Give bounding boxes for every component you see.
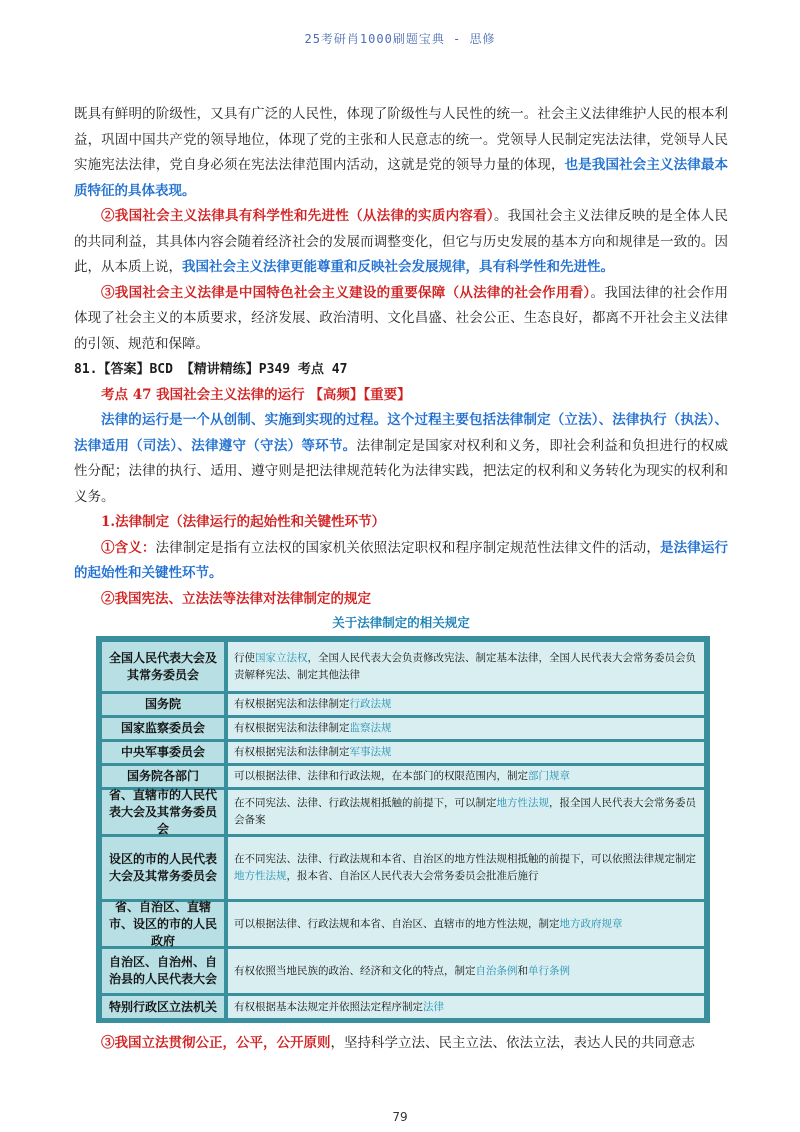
page-content xyxy=(74,102,728,1057)
paragraph-5: ①含义：法律制定是指有立法权的国家机关依照法定职权和程序制定规范性法律文件的活动，是法律运行的起始性和关键性环节。 xyxy=(74,539,729,581)
table-cell: 有权根据宪法和法律制定军事法规 xyxy=(228,742,704,763)
paragraph-3: ③我国社会主义法律是中国特色社会主义建设的重要保障（从法律的社会作用看）。我国法律的社会作用体现了社会主义的本质要求，经济发展、政治清明、文化昌盛、社会公正、生态良好，都离不开社会主义法律的引领、规范和保障。 xyxy=(74,284,729,352)
page-number: 79 xyxy=(392,1110,408,1124)
table-row-header: 特别行政区立法机关 xyxy=(102,996,224,1018)
table-row xyxy=(102,766,704,787)
table-row-header: 省、直辖市的人民代表大会及其常务委员会 xyxy=(102,790,224,834)
table-row-header: 省、自治区、直辖市、设区的市的人民政府 xyxy=(102,902,224,946)
table-row-header: 设区的市的人民代表大会及其常务委员会 xyxy=(102,837,224,899)
table-row-header: 国家监察委员会 xyxy=(102,718,224,739)
table-cell: 有权根据宪法和法律制定监察法规 xyxy=(228,718,704,739)
table-cell: 可以根据法律、法律和行政法规，在本部门的权限范围内，制定部门规章 xyxy=(228,766,704,787)
table-row xyxy=(102,837,704,899)
table-row xyxy=(102,694,704,715)
table-row xyxy=(102,642,704,691)
table-row xyxy=(102,899,704,948)
answer-line: 81.【答案】BCD 【精讲精练】P349 考点 47 xyxy=(74,362,348,377)
paragraph-2: ②我国社会主义法律具有科学性和先进性（从法律的实质内容看）。我国社会主义法律反映的是全体人民的共同利益，其具体内容会随着经济社会的发展而调整变化，但它与历史发展的基本方向和规律是一致的。因此，从本质上说，我国社会主义法律更能尊重和反映社会发展规律，具有科学性和先进性。 xyxy=(74,208,729,275)
table-row-header: 国务院 xyxy=(102,694,224,715)
paragraph-1: 既具有鲜明的阶级性，又具有广泛的人民性，体现了阶级性与人民性的统一。社会主义法律维护人民的根本利益，巩固中国共产党的领导地位，体现了党的主张和人民意志的统一。党领导人民制定宪法法律，党领导人民实施宪法法律，党自身必须在宪法法律范围内活动，这就是党的领导力量的体现，也是我国社会主义法律最本质特征的具体表现。 xyxy=(74,106,729,199)
table-cell: 有权依照当地民族的政治、经济和文化的特点，制定自治条例和单行条例 xyxy=(228,949,704,993)
page-header: 25考研肖1000刷题宝典 - 思修 xyxy=(304,32,496,46)
paragraph-6: ③我国立法贯彻公正，公平，公开原则，坚持科学立法、民主立法、依法立法，表达人民的共同意志 xyxy=(101,1035,695,1051)
table-row xyxy=(102,718,704,739)
table-row xyxy=(102,787,704,836)
table-row-header: 全国人民代表大会及其常务委员会 xyxy=(102,642,224,691)
paragraph-4: 法律的运行是一个从创制、实施到实现的过程。这个过程主要包括法律制定（立法）、法律执行（执法）、法律适用（司法）、法律遵守（守法）等环节。法律制定是国家对权利和义务，即社会利益和负担进行的权威性分配；法律的执行、适用、遵守则是把法律规范转化为法律实践，把法定的权利和义务转化为现实的权利和义务。 xyxy=(74,412,729,505)
table-row xyxy=(102,996,704,1018)
table-row-header: 国务院各部门 xyxy=(102,766,224,787)
table-row-header: 中央军事委员会 xyxy=(102,742,224,763)
table-row xyxy=(102,742,704,763)
table-cell: 可以根据法律、行政法规和本省、自治区、直辖市的地方性法规，制定地方政府规章 xyxy=(228,902,704,946)
table-row-header: 自治区、自治州、自治县的人民代表大会 xyxy=(102,949,224,993)
table-row xyxy=(102,949,704,993)
section-heading-1: 1.法律制定（法律运行的起始性和关键性环节） xyxy=(101,514,386,530)
legislation-table xyxy=(96,636,710,1023)
table-cell: 行使国家立法权，全国人民代表大会负责修改宪法、制定基本法律，全国人民代表大会常务委员会负责解释宪法、制定其他法律 xyxy=(228,642,704,691)
table-caption: 关于法律制定的相关规定 xyxy=(332,615,470,630)
table-cell: 在不同宪法、法律、行政法规相抵触的前提下，可以制定地方性法规，报全国人民代表大会常务委员会备案 xyxy=(228,790,704,834)
table-cell: 在不同宪法、法律、行政法规和本省、自治区的地方性法规相抵触的前提下，可以依照法律规定制定地方性法规，报本省、自治区人民代表大会常务委员会批准后施行 xyxy=(228,837,704,899)
table-cell: 有权根据宪法和法律制定行政法规 xyxy=(228,694,704,715)
kaodian-title: 考点 47 我国社会主义法律的运行 【高频】【重要】 xyxy=(101,386,411,403)
table-cell: 有权根据基本法规定并依照法定程序制定法律 xyxy=(228,996,704,1018)
section-heading-2: ②我国宪法、立法法等法律对法律制定的规定 xyxy=(101,590,371,607)
